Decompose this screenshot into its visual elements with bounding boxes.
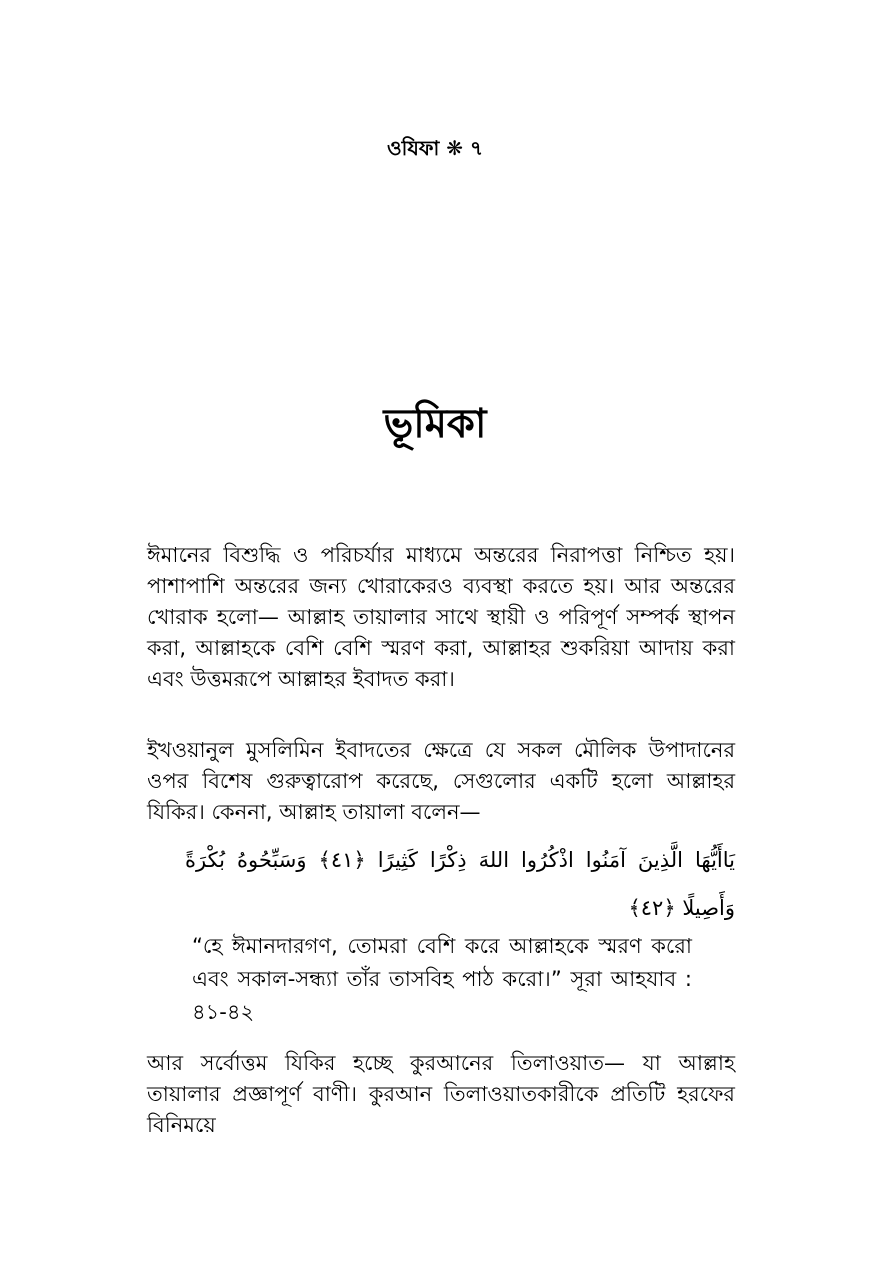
paragraph-intro: ঈমানের বিশুদ্ধি ও পরিচর্যার মাধ্যমে অন্তরের নিরাপত্তা নিশ্চিত হয়। পাশাপাশি অন্তরের জন্য খোরাকেরও ব্যবস্থা করতে হয়। আর অন্তরের খোরাক হলো— আল্লাহ তায়ালার সাথে স্থায়ী ও পরিপূর্ণ সম্পর্ক স্থাপন করা, আল্লাহকে বেশি বেশি স্মরণ করা, আল্লাহর শুকরিয়া আদায় করা এবং উত্তমরূপে আল্লাহর ইবাদত করা। [147,543,735,691]
running-header: ওযিফা ❋ ৭ [386,136,484,160]
quran-verse-arabic: يَاأَيُّهَا الَّذِينَ آمَنُوا اذْكُرُوا اللهَ ذِكْرًا كَثِيرًا ﴿٤١﴾ وَسَبِّحُوهُ بُكْرَةً وَأَصِيلًا ﴿٤٢﴾ [185,848,736,920]
paragraph-ikhwan: ইখওয়ানুল মুসলিমিন ইবাদতের ক্ষেত্রে যে সকল মৌলিক উপাদানের ওপর বিশেষ গুরুত্বারোপ করেছে, সেগুলোর একটি হলো আল্লাহর যিকির। কেননা, আল্লাহ তায়ালা বলেন— [147,738,735,824]
chapter-title: ভূমিকা [383,401,487,447]
paragraph-recitation: আর সর্বোত্তম যিকির হচ্ছে কুরআনের তিলাওয়াত— যা আল্লাহ তায়ালার প্রজ্ঞাপূর্ণ বাণী। কুরআন তিলাওয়াতকারীকে প্রতিটি হরফের বিনিময়ে [147,1051,735,1137]
verse-translation-quote: “হে ঈমানদারগণ, তোমরা বেশি করে আল্লাহকে স্মরণ করো এবং সকাল-সন্ধ্যা তাঁর তাসবিহ পাঠ করো।” সূরা আহযাব : ৪১-৪২ [192,934,692,1024]
